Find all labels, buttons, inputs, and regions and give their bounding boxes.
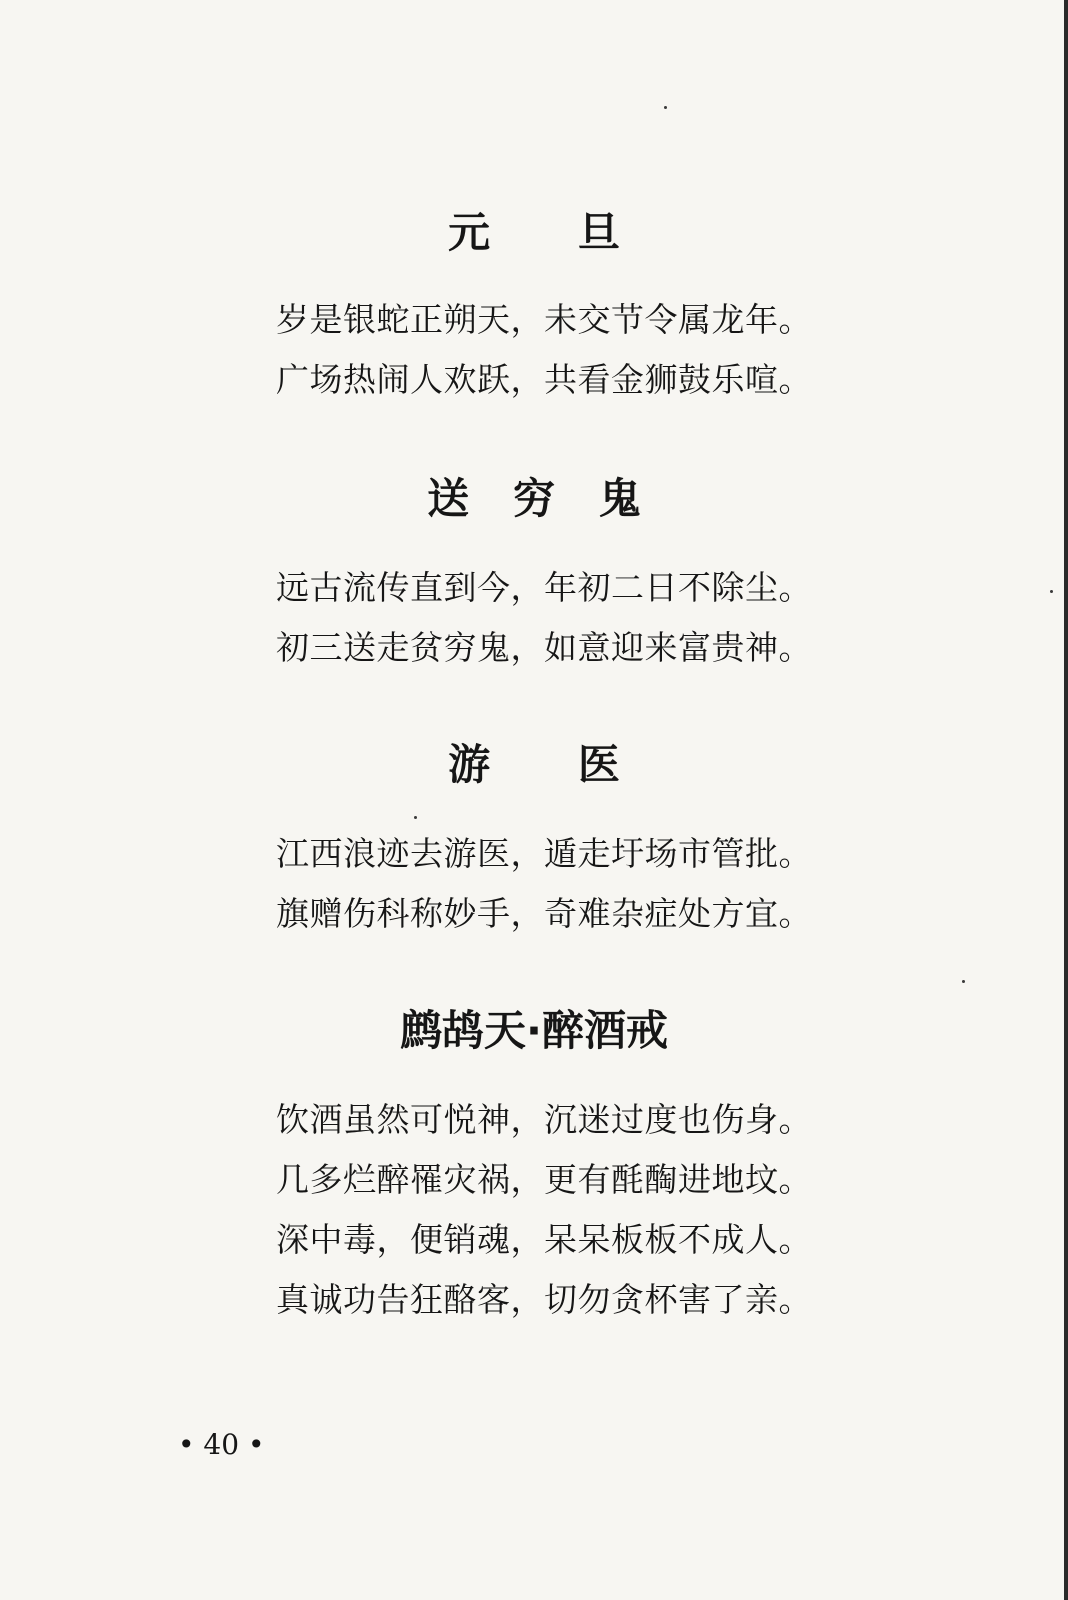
poem-title-songqionggui: 送 穷 鬼 [427, 474, 641, 523]
poem-title-yuandan: 元 旦 [448, 208, 620, 257]
print-speck [414, 816, 417, 819]
poem-line: 广场热闹人欢跃，共看金狮鼓乐喧。 [276, 360, 812, 399]
poem-line: 深中毒，便销魂，呆呆板板不成人。 [276, 1220, 812, 1259]
poem-title-youyi: 游 医 [448, 740, 620, 789]
poem-title-zhegutian: 鹧鸪天·醉酒戒 [400, 1006, 668, 1055]
poem-line: 初三送走贫穷鬼，如意迎来富贵神。 [276, 628, 812, 667]
poem-line: 饮酒虽然可悦神，沉迷过度也伤身。 [276, 1100, 812, 1139]
poem-line: 岁是银蛇正朔天，未交节令属龙年。 [276, 300, 812, 339]
poem-line: 江西浪迹去游医，遁走圩场市管批。 [276, 834, 812, 873]
poem-line: 旗赠伤科称妙手，奇难杂症处方宜。 [276, 894, 812, 933]
page-edge [1064, 0, 1068, 1600]
poem-line: 真诚功告狂酪客，切勿贪杯害了亲。 [276, 1280, 812, 1319]
print-speck [664, 106, 667, 109]
poem-line: 几多烂醉罹灾祸，更有酕醄进地坟。 [276, 1160, 812, 1199]
poem-line: 远古流传直到今，年初二日不除尘。 [276, 568, 812, 607]
page-number: • 40 • [178, 1428, 265, 1461]
print-speck [962, 980, 965, 983]
print-speck [1050, 590, 1053, 593]
